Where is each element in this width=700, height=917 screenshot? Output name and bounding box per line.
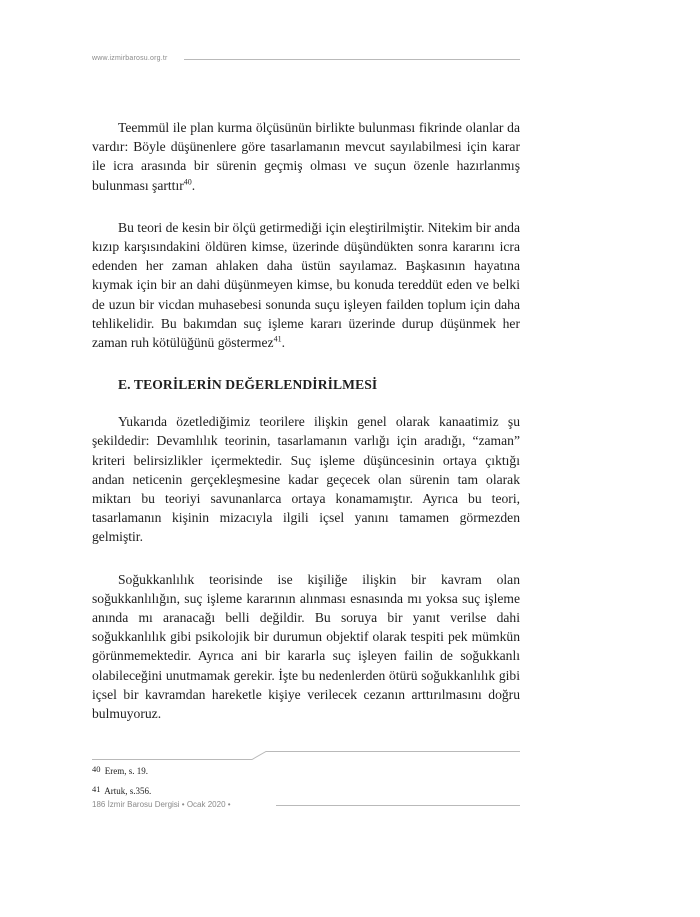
footer-rule <box>276 805 520 806</box>
paragraph-1 <box>92 118 520 195</box>
paragraph-2 <box>92 218 520 352</box>
footnote-text: Artuk, s.356. <box>104 786 152 796</box>
footer-text: 186 İzmir Barosu Dergisi • Ocak 2020 • <box>92 800 231 809</box>
footnote-40 <box>92 763 520 777</box>
paragraph-2-end: . <box>281 335 285 351</box>
page-footer <box>92 800 520 814</box>
footnote-ref-41: 41 <box>273 334 282 344</box>
main-content <box>92 118 520 746</box>
header-url: www.izmirbarosu.org.tr <box>92 55 168 62</box>
paragraph-1-text: Teemmül ile plan kurma ölçüsünün birlikte bulunması fikrinde olanlar da vardır: Böyle düşünenlere göre tasarlamanın mevcut sayılabilmesi için karar ile icra arasında bir sürenin geçmiş olması ve suçun özenle hazırlanmış bulunması şarttır <box>92 120 520 193</box>
paragraph-2-text: Bu teori de kesin bir ölçü getirmediği için eleştirilmiştir. Nitekim bir anda kızıp karşısındakini öldüren kimse, üzerinde düşündükten sonra kararını icra edenden her zaman ahlaken daha üstün sayılamaz. Başkasının hayatına kıymak için bir an dahi düşünmeyen kimse, bu konuda tereddüt eden ve belki de uzun bir vicdan muhasebesi sonunda suçu işleyen failden toplum için daha tehlikelidir. Bu bakımdan suç işleme kararı üzerinde durup düşünmek her zaman ruh kötülüğünü göstermez <box>92 219 520 351</box>
section-heading: E. TEORİLERİN DEĞERLENDİRİLMESİ <box>118 377 378 393</box>
header-rule <box>184 59 520 60</box>
paragraph-1-end: . <box>191 177 196 193</box>
footnote-number: 41 <box>92 784 101 794</box>
footnotes <box>92 763 520 803</box>
footnote-separator <box>92 745 520 765</box>
footnote-41 <box>92 783 520 797</box>
paragraph-3: Yukarıda özetlediğimiz teorilere ilişkin genel olarak kanaatimiz şu şekildedir: Devamlılık teorinin, tasarlamanın varlığı için aradığı, “zaman” kriteri belirsizlikler içermektedir. Suç işleme düşüncesinin ortaya çıktığı andan neticenin gerçekleşmesine kadar geçecek olan sürenin tam olarak miktarı bu teoriyi savunanlarca ortaya konamamıştır. Ayrıca bu teori, tasarlamanın kişinin mizacıyla ilgili içsel yanını tamamen görmezden gelmiştir. <box>92 414 520 545</box>
paragraph-4: Soğukkanlılık teorisinde ise kişiliğe ilişkin bir kavram olan soğukkanlılığın, suç işleme kararının alınması esnasında mı yoksa suç işleme anında mı aranacağı belli değildir. Bu soruya bir yanıt verilse dahi soğukkanlılık gibi psikolojik bir durumun objektif olarak tespiti pek mümkün görünmemektedir. Ayrıca ani bir kararla suç işleyen failin de soğukkanlı olabileceğini unutmamak gerekir. İşte bu nedenlerden ötürü soğukkanlılık gibi içsel bir kavramdan hareketle kişiye verilecek cezanın arttırılmasını doğru bulmuyoruz. <box>92 571 520 722</box>
page-header <box>92 54 520 68</box>
footnote-number: 40 <box>92 764 101 774</box>
footnote-text: Erem, s. 19. <box>104 766 148 776</box>
footnote-ref-40: 40 <box>183 177 192 187</box>
